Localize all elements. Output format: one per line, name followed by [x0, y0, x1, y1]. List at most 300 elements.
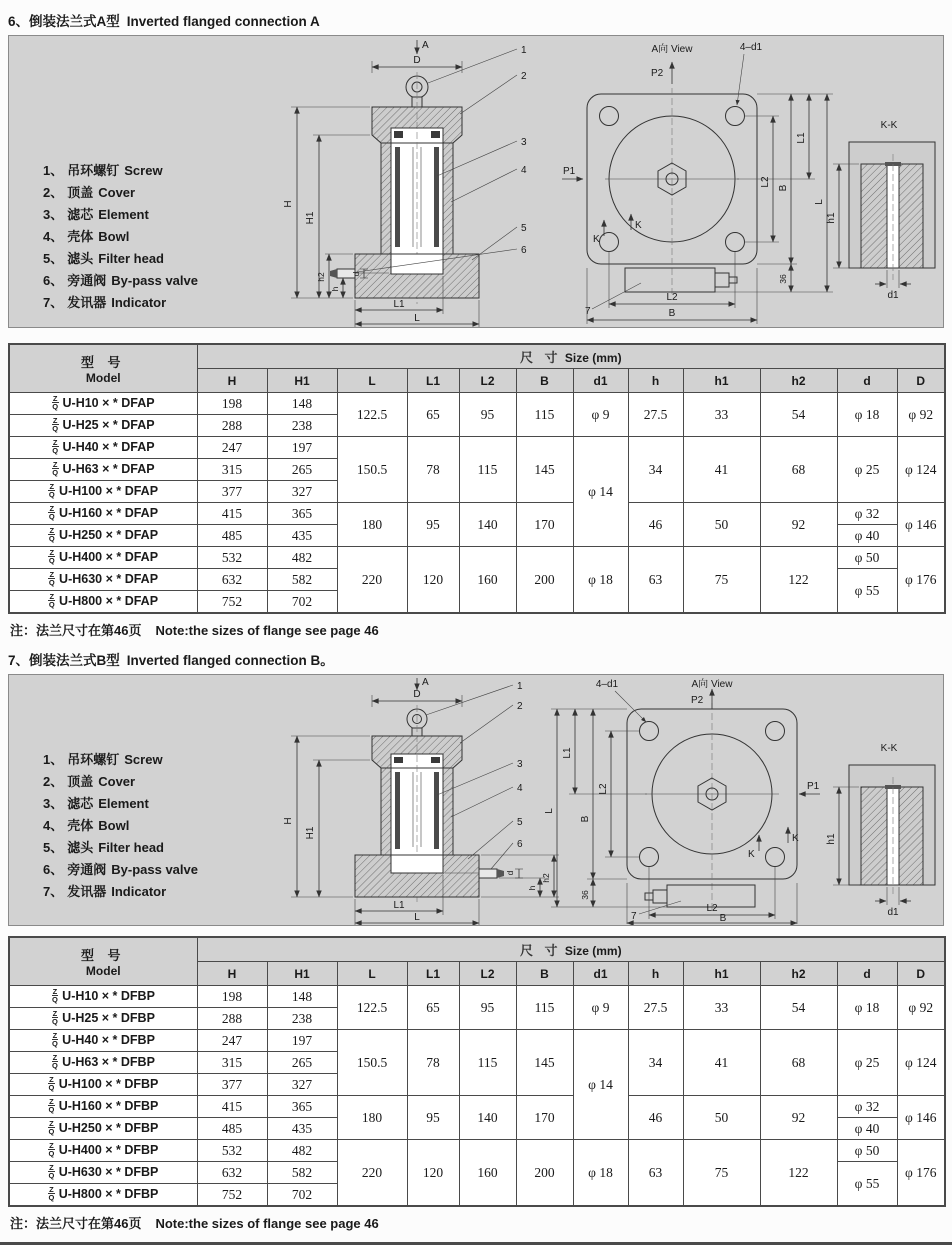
model-prefix-zq: $\frac{Z}{Q}$: [48, 1163, 55, 1181]
part-label: Bowl: [98, 818, 130, 833]
model-cell: [9, 393, 197, 415]
model-cell: [9, 591, 197, 614]
size-cell: 120: [407, 1140, 459, 1207]
model-cell: [9, 547, 197, 569]
size-cell: φ 25: [837, 1030, 897, 1096]
size-cell: 288: [197, 415, 267, 437]
note-b-en: Note:the sizes of flange see page 46: [155, 1216, 379, 1231]
spec-table-dfbp: [8, 936, 946, 1207]
column-header-B: B: [516, 962, 573, 986]
part-label: 4、: [43, 229, 64, 244]
section-6-heading-zh: 6、倒装法兰式A型: [8, 14, 120, 29]
column-header-B: B: [516, 369, 573, 393]
size-cell: φ 9: [573, 393, 628, 437]
column-header-d1: d1: [573, 369, 628, 393]
dim-label-L2: L2: [760, 176, 771, 188]
part-list-item: [43, 749, 198, 771]
size-cell: φ 18: [573, 1140, 628, 1207]
callout-7: 7: [631, 911, 637, 922]
size-cell: φ 9: [573, 986, 628, 1030]
size-cell: φ 124: [897, 437, 945, 503]
table-row: [9, 1030, 945, 1052]
column-header-L1: L1: [407, 369, 459, 393]
dim-label-L1: L1: [562, 747, 573, 759]
part-label: 吊环螺钉: [67, 163, 120, 178]
size-cell: φ 146: [897, 1096, 945, 1140]
column-header-h2: h2: [760, 369, 837, 393]
model-cell: [9, 1008, 197, 1030]
size-cell: 582: [267, 1162, 337, 1184]
dim-label-L: L: [414, 912, 420, 923]
dim-label-d: d: [351, 271, 361, 277]
model-name: U-H10 × * DFBP: [62, 988, 155, 1003]
model-prefix-zq: $\frac{Z}{Q}$: [52, 416, 59, 434]
column-header-D: D: [897, 962, 945, 986]
model-prefix-zq: $\frac{Z}{Q}$: [48, 526, 55, 544]
dim-label-d: d: [505, 870, 515, 876]
dim-label-L2: L2: [706, 903, 718, 914]
dim-label-d1: d1: [887, 907, 899, 918]
part-label: Filter head: [98, 840, 164, 855]
dim-label-36: 36: [580, 890, 590, 900]
kk-view-title: K-K: [880, 120, 898, 131]
part-list-item: [43, 270, 198, 292]
part-list-item: [43, 771, 198, 793]
part-label: 滤芯: [67, 796, 94, 811]
note-b-zh: 注：法兰尺寸在第46页: [10, 1216, 142, 1231]
size-cell: 288: [197, 1008, 267, 1030]
model-prefix-zq: $\frac{Z}{Q}$: [51, 987, 58, 1005]
view-arrow-label: A: [422, 40, 429, 51]
part-label: Element: [98, 207, 149, 222]
model-prefix-zq: $\frac{Z}{Q}$: [48, 1119, 55, 1137]
table-row: [9, 986, 945, 1008]
dim-label-H: H: [283, 200, 294, 208]
size-cell: 435: [267, 1118, 337, 1140]
section-mark-k: K: [792, 833, 799, 844]
size-cell: 197: [267, 437, 337, 459]
dim-label-B: B: [719, 913, 727, 924]
callout-4: 4: [521, 165, 527, 176]
size-cell: 92: [760, 1096, 837, 1140]
size-cell: 122: [760, 1140, 837, 1207]
column-header-d: d: [837, 962, 897, 986]
size-cell: 46: [628, 1096, 683, 1140]
part-label: Screw: [124, 163, 163, 178]
size-cell: φ 32: [837, 503, 897, 525]
model-name: U-H800 × * DFBP: [58, 1186, 159, 1201]
part-label: 吊环螺钉: [67, 752, 120, 767]
drawing-panel-a: [8, 35, 944, 328]
model-name: U-H400 × * DFAP: [59, 549, 159, 564]
size-cell: φ 18: [573, 547, 628, 614]
column-header-H: H: [197, 962, 267, 986]
section-mark-k: K: [635, 220, 642, 231]
part-label: Indicator: [111, 884, 167, 899]
column-header-h1: h1: [683, 962, 760, 986]
parts-list-b: [43, 749, 198, 903]
model-prefix-zq: $\frac{Z}{Q}$: [48, 1185, 55, 1203]
part-list-item: [43, 881, 198, 903]
part-label: 壳体: [67, 818, 94, 833]
size-cell: 702: [267, 591, 337, 614]
size-cell: 50: [683, 1096, 760, 1140]
size-cell: 632: [197, 1162, 267, 1184]
model-name: U-H25 × * DFAP: [62, 417, 155, 432]
section-mark-k: K: [748, 849, 755, 860]
dim-label-L: L: [814, 199, 825, 205]
callout-2: 2: [521, 71, 527, 82]
dim-label-L1: L1: [393, 299, 405, 310]
size-cell: 140: [459, 1096, 516, 1140]
size-cell: 365: [267, 503, 337, 525]
dim-label-D: D: [413, 689, 421, 700]
size-cell: 265: [267, 459, 337, 481]
size-cell: 365: [267, 1096, 337, 1118]
kk-section-view-b: [826, 743, 935, 918]
model-cell: [9, 1030, 197, 1052]
dim-label-L1: L1: [393, 900, 405, 911]
callout-1: 1: [521, 45, 527, 56]
size-cell: 582: [267, 569, 337, 591]
model-name: U-H400 × * DFBP: [58, 1142, 159, 1157]
size-cell: 485: [197, 525, 267, 547]
bolt-holes-label: 4–d1: [595, 679, 619, 690]
view-arrow-label: A: [422, 677, 429, 688]
size-cell: 33: [683, 393, 760, 437]
part-label: 滤头: [67, 251, 94, 266]
callout-3: 3: [521, 137, 527, 148]
size-cell: 150.5: [337, 1030, 407, 1096]
size-cell: φ 25: [837, 437, 897, 503]
part-label: Bowl: [98, 229, 130, 244]
size-cell: 377: [197, 1074, 267, 1096]
table-row: [9, 393, 945, 415]
part-label: 6、: [43, 862, 64, 877]
size-cell: 415: [197, 1096, 267, 1118]
table-row: [9, 547, 945, 569]
size-cell: 160: [459, 547, 516, 614]
note-a-zh: 注：法兰尺寸在第46页: [10, 623, 142, 638]
port-p2-label: P2: [651, 68, 664, 79]
size-cell: 122.5: [337, 986, 407, 1030]
size-cell: 63: [628, 547, 683, 614]
size-cell: 115: [459, 437, 516, 503]
model-name: U-H25 × * DFBP: [62, 1010, 155, 1025]
column-header-L1: L1: [407, 962, 459, 986]
size-cell: 65: [407, 393, 459, 437]
size-cell: 752: [197, 591, 267, 614]
dim-label-h1: h1: [826, 212, 837, 224]
part-list-item: [43, 182, 198, 204]
size-cell: φ 32: [837, 1096, 897, 1118]
dim-label-h2: h2: [541, 873, 551, 883]
size-cell: 65: [407, 986, 459, 1030]
size-cell: 122: [760, 547, 837, 614]
model-name: U-H630 × * DFAP: [59, 571, 159, 586]
size-cell: 150.5: [337, 437, 407, 503]
parts-list-a: [43, 160, 198, 314]
column-header-L2: L2: [459, 369, 516, 393]
column-header-h: h: [628, 962, 683, 986]
callout-3: 3: [517, 759, 523, 770]
size-cell: 148: [267, 986, 337, 1008]
callout-4: 4: [517, 783, 523, 794]
model-column-header: 型 号 Model: [9, 344, 197, 393]
model-prefix-zq: $\frac{Z}{Q}$: [48, 1141, 55, 1159]
view-direction-label: A向 View: [651, 44, 693, 55]
spec-table-dfap: [8, 343, 946, 614]
model-prefix-zq: $\frac{Z}{Q}$: [48, 592, 55, 610]
size-cell: 148: [267, 393, 337, 415]
model-name: U-H100 × * DFBP: [58, 1076, 159, 1091]
part-label: 滤芯: [67, 207, 94, 222]
size-cell: 68: [760, 1030, 837, 1096]
model-prefix-zq: $\frac{Z}{Q}$: [52, 460, 59, 478]
port-p1-label: P1: [807, 781, 820, 792]
dim-label-H1: H1: [305, 826, 316, 840]
column-header-h1: h1: [683, 369, 760, 393]
size-cell: 220: [337, 1140, 407, 1207]
part-label: 5、: [43, 251, 64, 266]
size-cell: 34: [628, 437, 683, 503]
size-cell: 160: [459, 1140, 516, 1207]
model-cell: [9, 481, 197, 503]
column-header-L: L: [337, 369, 407, 393]
model-name: U-H40 × * DFBP: [62, 1032, 155, 1047]
model-name: U-H63 × * DFBP: [62, 1054, 155, 1069]
size-cell: 122.5: [337, 393, 407, 437]
size-cell: 63: [628, 1140, 683, 1207]
size-cell: φ 40: [837, 1118, 897, 1140]
model-name: U-H100 × * DFAP: [59, 483, 159, 498]
size-cell: φ 92: [897, 986, 945, 1030]
part-label: 发讯器: [67, 295, 107, 310]
size-cell: φ 176: [897, 547, 945, 614]
callout-1: 1: [517, 681, 523, 692]
size-cell: 95: [407, 503, 459, 547]
callout-5: 5: [517, 817, 523, 828]
size-cell: 54: [760, 393, 837, 437]
vessel-cross-section-b: [283, 677, 559, 925]
size-cell: 532: [197, 1140, 267, 1162]
part-label: 2、: [43, 185, 64, 200]
size-cell: 95: [459, 393, 516, 437]
size-cell: 200: [516, 1140, 573, 1207]
model-cell: [9, 1140, 197, 1162]
size-group-header: 尺 寸 Size (mm): [197, 937, 945, 962]
model-cell: [9, 415, 197, 437]
model-cell: [9, 503, 197, 525]
size-cell: 54: [760, 986, 837, 1030]
part-label: 3、: [43, 207, 64, 222]
flange-top-view-b: [544, 677, 820, 924]
column-header-L2: L2: [459, 962, 516, 986]
size-cell: φ 40: [837, 525, 897, 547]
model-prefix-zq: $\frac{Z}{Q}$: [51, 1031, 58, 1049]
model-cell: [9, 1074, 197, 1096]
callout-6: 6: [517, 839, 523, 850]
section-6-heading-en: Inverted flanged connection A: [126, 14, 320, 29]
dim-label-B: B: [580, 815, 591, 823]
dim-label-B: B: [668, 308, 676, 319]
model-prefix-zq: $\frac{Z}{Q}$: [48, 1075, 55, 1093]
model-column-header: 型 号 Model: [9, 937, 197, 986]
dim-label-d1: d1: [887, 290, 899, 301]
model-prefix-zq: $\frac{Z}{Q}$: [52, 438, 59, 456]
size-cell: 435: [267, 525, 337, 547]
size-cell: 265: [267, 1052, 337, 1074]
model-cell: [9, 1052, 197, 1074]
size-cell: 197: [267, 1030, 337, 1052]
size-cell: 92: [760, 503, 837, 547]
size-cell: 78: [407, 437, 459, 503]
size-cell: 198: [197, 986, 267, 1008]
model-prefix-zq: $\frac{Z}{Q}$: [48, 1097, 55, 1115]
kk-section-view-a: [826, 120, 935, 301]
dim-label-H1: H1: [305, 211, 316, 225]
size-cell: 247: [197, 1030, 267, 1052]
size-cell: 78: [407, 1030, 459, 1096]
part-list-item: [43, 292, 198, 314]
dim-label-h2: h2: [316, 272, 326, 282]
callout-5: 5: [521, 223, 527, 234]
part-list-item: [43, 793, 198, 815]
section-7-heading: [8, 649, 944, 669]
model-prefix-zq: $\frac{Z}{Q}$: [51, 1053, 58, 1071]
size-cell: φ 14: [573, 1030, 628, 1140]
bolt-holes-label: 4–d1: [739, 42, 763, 53]
part-label: 7、: [43, 884, 64, 899]
model-name: U-H63 × * DFAP: [62, 461, 155, 476]
model-name: U-H630 × * DFBP: [58, 1164, 159, 1179]
size-cell: 170: [516, 1096, 573, 1140]
section-7-heading-en: Inverted flanged connection B。: [126, 653, 334, 668]
size-cell: 27.5: [628, 986, 683, 1030]
size-cell: φ 50: [837, 547, 897, 569]
dim-label-L: L: [414, 313, 420, 324]
note-a-en: Note:the sizes of flange see page 46: [155, 623, 379, 638]
technical-drawing-a: [267, 36, 943, 327]
size-cell: 75: [683, 1140, 760, 1207]
dim-label-B: B: [778, 184, 789, 192]
size-cell: 482: [267, 547, 337, 569]
model-name: U-H160 × * DFAP: [59, 505, 159, 520]
model-name: U-H40 × * DFAP: [62, 439, 155, 454]
part-label: 滤头: [67, 840, 94, 855]
size-cell: 115: [516, 393, 573, 437]
part-label: Filter head: [98, 251, 164, 266]
callout-6: 6: [521, 245, 527, 256]
size-cell: 247: [197, 437, 267, 459]
size-cell: 50: [683, 503, 760, 547]
model-cell: [9, 1118, 197, 1140]
vessel-cross-section-a: [283, 40, 527, 327]
dim-label-L2: L2: [666, 292, 678, 303]
size-cell: 238: [267, 1008, 337, 1030]
port-p1-label: P1: [563, 166, 576, 177]
part-label: 旁通阀: [67, 862, 107, 877]
dim-label-h: h: [330, 286, 340, 292]
size-cell: 327: [267, 481, 337, 503]
model-name: U-H250 × * DFBP: [58, 1120, 159, 1135]
part-label: 旁通阀: [67, 273, 107, 288]
column-header-D: D: [897, 369, 945, 393]
dim-label-h1: h1: [826, 833, 837, 845]
size-cell: 120: [407, 547, 459, 614]
part-label: By-pass valve: [111, 273, 198, 288]
part-label: 2、: [43, 774, 64, 789]
model-cell: [9, 569, 197, 591]
model-cell: [9, 459, 197, 481]
size-cell: 485: [197, 1118, 267, 1140]
dim-label-L: L: [544, 808, 555, 814]
size-cell: 315: [197, 1052, 267, 1074]
model-prefix-zq: $\frac{Z}{Q}$: [51, 1009, 58, 1027]
model-cell: [9, 525, 197, 547]
section-mark-k: K: [593, 234, 600, 245]
kk-view-title: K-K: [880, 743, 898, 754]
column-header-H1: H1: [267, 962, 337, 986]
model-cell: [9, 1096, 197, 1118]
size-cell: 482: [267, 1140, 337, 1162]
size-cell: 75: [683, 547, 760, 614]
part-label: 发讯器: [67, 884, 107, 899]
model-cell: [9, 1184, 197, 1207]
model-name: U-H160 × * DFBP: [58, 1098, 159, 1113]
size-cell: 95: [459, 986, 516, 1030]
dim-label-L1: L1: [796, 132, 807, 144]
size-cell: φ 124: [897, 1030, 945, 1096]
table-row: [9, 503, 945, 525]
size-cell: 41: [683, 1030, 760, 1096]
size-cell: 532: [197, 547, 267, 569]
column-header-H: H: [197, 369, 267, 393]
part-list-item: [43, 837, 198, 859]
table-row: [9, 1096, 945, 1118]
size-cell: 377: [197, 481, 267, 503]
size-cell: φ 176: [897, 1140, 945, 1207]
size-cell: φ 92: [897, 393, 945, 437]
part-label: 6、: [43, 273, 64, 288]
note-a: [10, 620, 944, 639]
size-cell: 68: [760, 437, 837, 503]
size-cell: 327: [267, 1074, 337, 1096]
dim-label-h: h: [527, 885, 537, 891]
size-cell: 95: [407, 1096, 459, 1140]
model-prefix-zq: $\frac{Z}{Q}$: [48, 504, 55, 522]
model-name: U-H800 × * DFAP: [59, 593, 159, 608]
port-p2-label: P2: [691, 695, 704, 706]
technical-drawing-b: [267, 675, 943, 925]
flange-top-view-a: [562, 42, 833, 324]
size-cell: 115: [459, 1030, 516, 1096]
model-cell: [9, 1162, 197, 1184]
callout-2: 2: [517, 701, 523, 712]
column-header-h: h: [628, 369, 683, 393]
part-label: Cover: [98, 774, 136, 789]
size-cell: 220: [337, 547, 407, 614]
size-cell: 33: [683, 986, 760, 1030]
table-row: [9, 1140, 945, 1162]
model-cell: [9, 437, 197, 459]
model-name: U-H10 × * DFAP: [62, 395, 155, 410]
note-b: [10, 1213, 944, 1232]
column-header-d: d: [837, 369, 897, 393]
size-cell: φ 14: [573, 437, 628, 547]
part-list-item: [43, 248, 198, 270]
part-label: 1、: [43, 163, 64, 178]
